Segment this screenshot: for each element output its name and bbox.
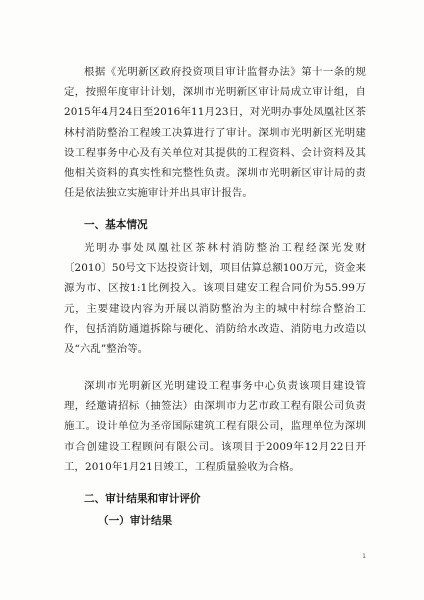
basic-info-paragraph: 光明办事处凤凰社区茶林村消防整治工程经深光发财〔2010〕50号文下达投资计划，项目估算总额100万元，资金来源为市、区按1:1比例投入。该项目建安工程合同价为55.99万元，主要建设内容为开展以消防整治为主的城中村综合整治工作，包括消防通道拆除与硬化、消防给水改造、消防电力改造以及“六乱”整治等。 <box>64 242 366 356</box>
intro-paragraph: 根据《光明新区政府投资项目审计监督办法》第十一条的规定，按照年度审计计划，深圳市光明新区审计局成立审计组，自2015年4月24日至2016年11月23日，对光明办事处凤凰社区茶林村消防整治工程竣工决算进行了审计。深圳市光明新区光明建设工程事务中心及有关单位对其提供的工程资料、会计资料及其他相关资料的真实性和完整性负责。深圳市光明新区审计局的责任是依法独立实施审计并出具审计报告。 <box>64 66 366 200</box>
section-heading-basic: 一、基本情况 <box>84 219 148 231</box>
management-paragraph: 深圳市光明新区光明建设工程事务中心负责该项目建设管理，经邀请招标（抽签法）由深圳市力艺市政工程有限公司负责施工。设计单位为圣帝国际建筑工程有限公司，监理单位为深圳市合创建设工程顾问有限公司。该项目于2009年12月22日开工，2010年1月21日竣工，工程质量验收为合格。 <box>64 380 366 473</box>
subsection-heading-results: （一）审计结果 <box>98 515 173 527</box>
page-number: 1 <box>362 553 366 560</box>
section-heading-results: 二、审计结果和审计评价 <box>84 493 201 505</box>
